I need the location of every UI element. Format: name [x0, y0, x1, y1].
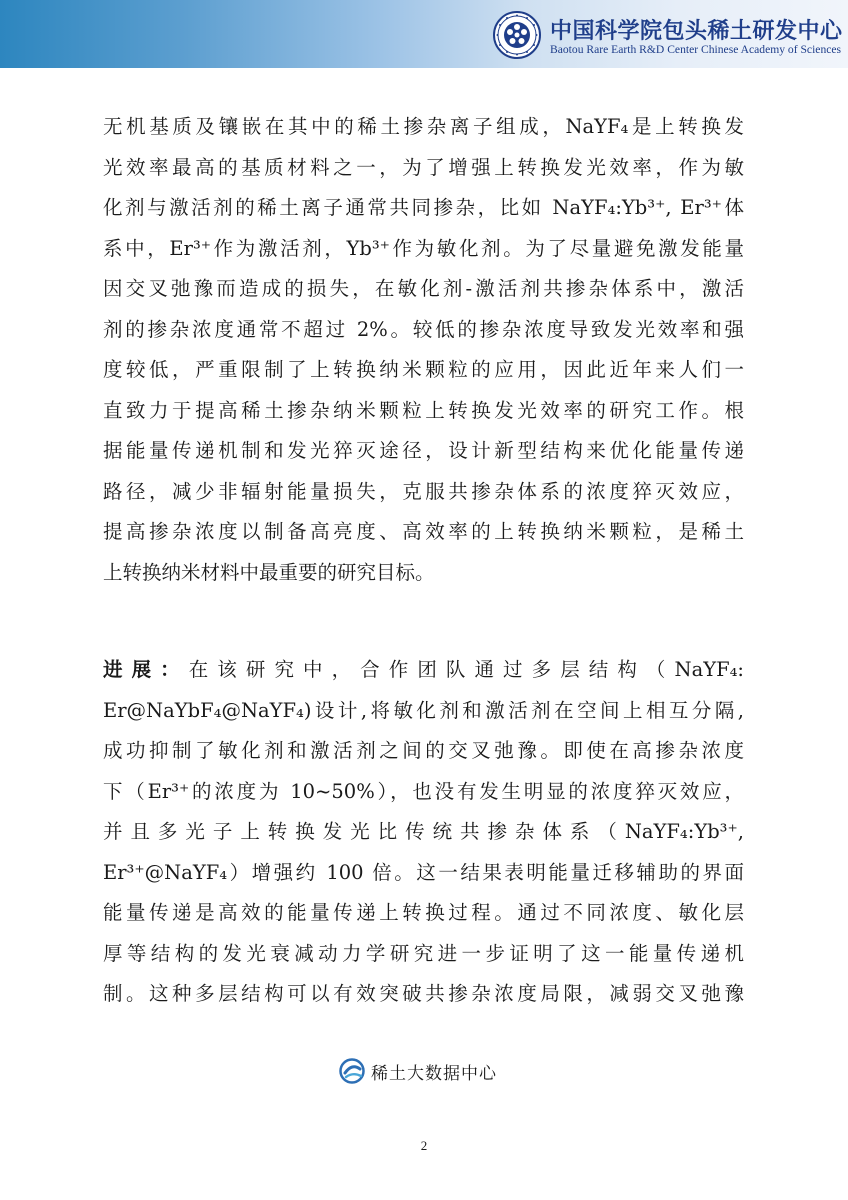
org-name-chinese: 中国科学院包头稀土研发中心 — [550, 18, 843, 44]
text-line: 因交叉弛豫而造成的损失，在敏化剂-激活剂共掺杂体系中，激活 — [103, 277, 744, 300]
text-line: 下（Er³⁺的浓度为 10~50%），也没有发生明显的浓度猝灭效应， — [103, 779, 744, 803]
text-line: 能量传递是高效的能量传递上转换过程。通过不同浓度、敏化层 — [103, 901, 744, 924]
text-line: 制。这种多层结构可以有效突破共掺杂浓度局限，减弱交叉弛豫 — [103, 982, 744, 1005]
page-number: 2 — [420, 1138, 428, 1153]
page-header — [0, 0, 848, 68]
text-line: 上转换纳米材料中最重要的研究目标。 — [103, 560, 435, 584]
text-line: 度较低，严重限制了上转换纳米颗粒的应用，因此近年来人们一 — [103, 358, 744, 381]
text-line: 厚等结构的发光衰减动力学研究进一步证明了这一能量传递机 — [103, 941, 744, 965]
footer-brand: 稀土大数据中心 — [371, 1064, 497, 1084]
text-line: 直致力于提高稀土掺杂纳米颗粒上转换发光效率的研究工作。根 — [103, 398, 744, 422]
progress-label: 进展： — [103, 658, 189, 681]
progress-first-line: 在该研究中，合作团队通过多层结构（NaYF₄: — [188, 658, 744, 681]
text-line: 据能量传递机制和发光猝灭途径，设计新型结构来优化能量传递 — [103, 439, 744, 462]
text-line: 成功抑制了敏化剂和激活剂之间的交叉弛豫。即使在高掺杂浓度 — [103, 739, 744, 762]
text-line: Er³⁺@NaYF₄）增强约 100 倍。这一结果表明能量迁移辅助的界面 — [103, 860, 744, 884]
text-line: Er@NaYbF₄@NaYF₄)设计,将敏化剂和激活剂在空间上相互分隔, — [103, 698, 744, 722]
rare-earth-data-logo-icon — [339, 1058, 367, 1084]
text-line: 剂的掺杂浓度通常不超过 2%。较低的掺杂浓度导致发光效率和强 — [103, 317, 744, 341]
text-line: 并且多光子上转换发光比传统共掺杂体系（NaYF₄:Yb³⁺, — [103, 820, 744, 843]
text-line: 无机基质及镶嵌在其中的稀土掺杂离子组成，NaYF₄是上转换发 — [103, 115, 744, 138]
paragraph-progress — [103, 650, 744, 1015]
text-line — [103, 650, 744, 691]
paragraph-background — [103, 107, 744, 593]
text-line: 提高掺杂浓度以制备高亮度、高效率的上转换纳米颗粒，是稀土 — [103, 520, 744, 543]
text-line: 系中，Er³⁺作为激活剂，Yb³⁺作为敏化剂。为了尽量避免激发能量 — [103, 236, 744, 260]
text-line: 路径，减少非辐射能量损失，克服共掺杂体系的浓度猝灭效应， — [103, 479, 744, 503]
text-line: 化剂与激活剂的稀土离子通常共同掺杂，比如 NaYF₄:Yb³⁺, Er³⁺体 — [103, 196, 744, 219]
cas-emblem-icon — [493, 11, 541, 59]
org-name-english: Baotou Rare Earth R&D Center Chinese Academy of Sciences — [550, 43, 842, 56]
text-line: 光效率最高的基质材料之一，为了增强上转换发光效率，作为敏 — [103, 155, 744, 179]
